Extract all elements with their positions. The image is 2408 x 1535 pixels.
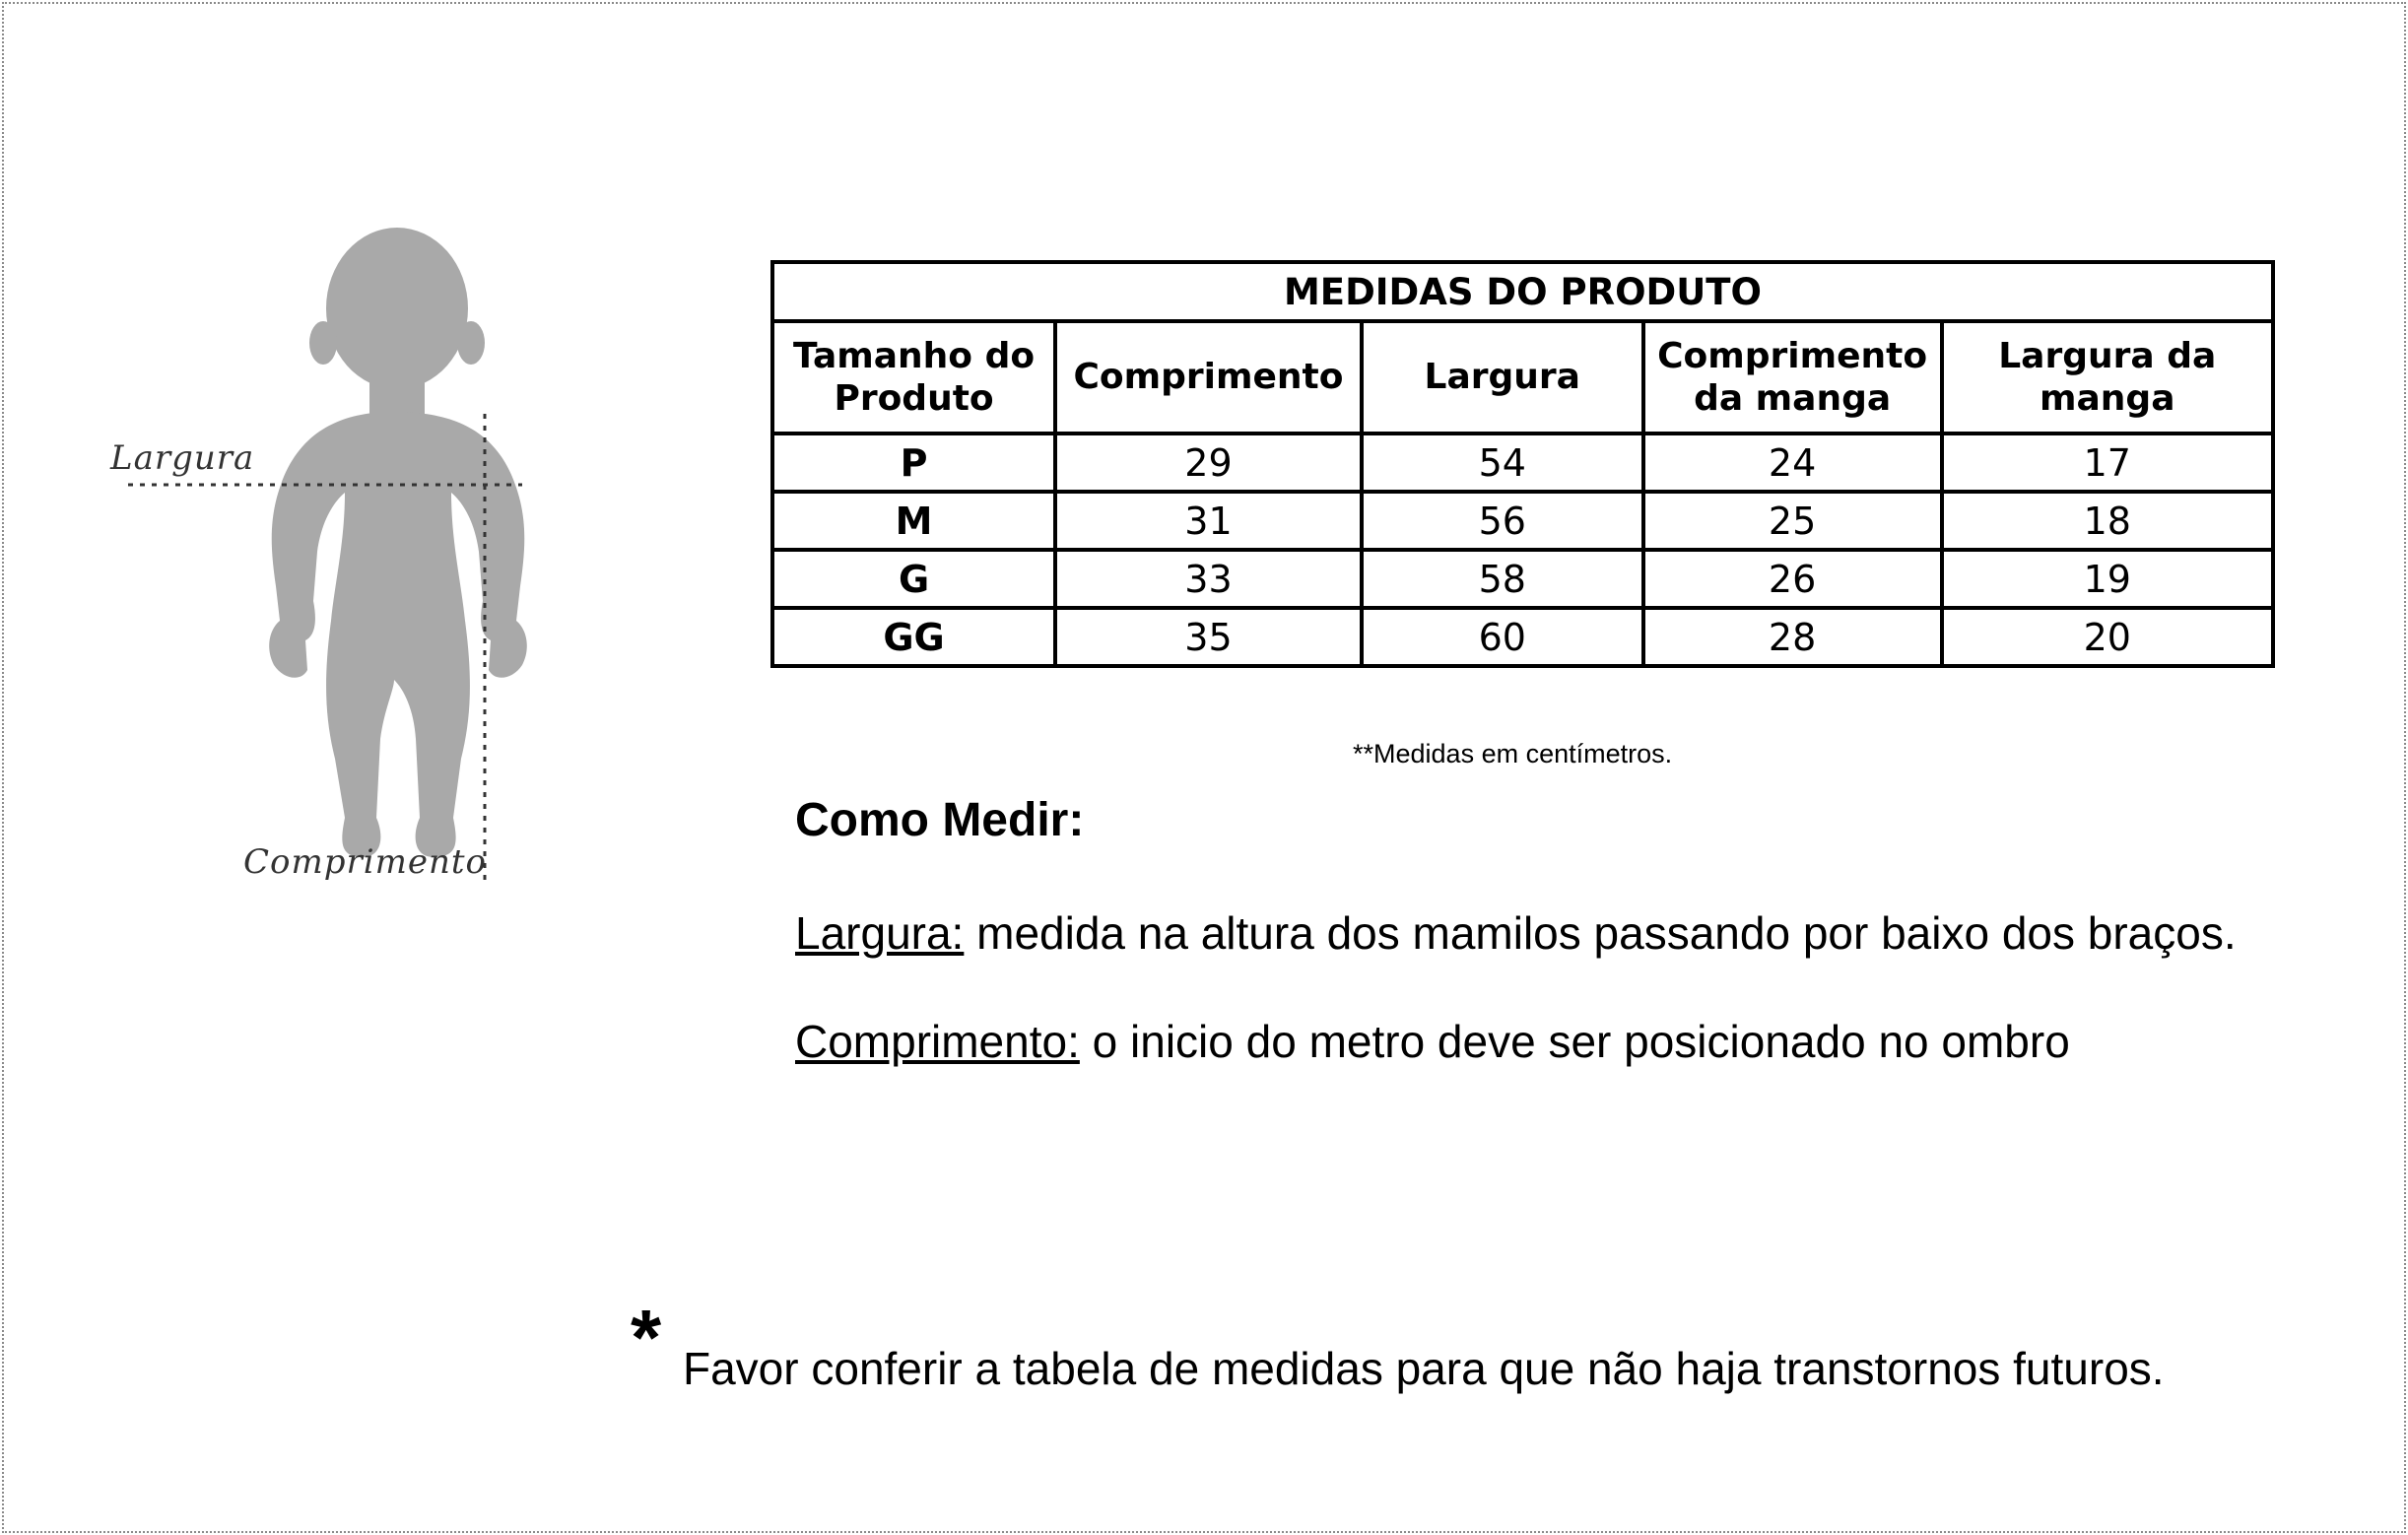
how-to-measure-heading: Como Medir: xyxy=(795,794,1085,846)
table-row xyxy=(772,608,2273,666)
length-cell: 35 xyxy=(1055,608,1362,666)
baby-silhouette-figure xyxy=(99,227,650,916)
width-cell: 54 xyxy=(1362,434,1643,492)
width-instruction xyxy=(795,906,2237,960)
figure-label-length: Comprimento xyxy=(243,842,488,882)
header-length: Comprimento xyxy=(1055,321,1362,434)
table-title: MEDIDAS DO PRODUTO xyxy=(772,262,2273,321)
length-cell: 31 xyxy=(1055,492,1362,550)
length-cell: 33 xyxy=(1055,550,1362,608)
size-cell: G xyxy=(772,550,1055,608)
length-text: o inicio do metro deve ser posicionado no ombro xyxy=(1079,1016,2070,1067)
sleeve-width-cell: 20 xyxy=(1942,608,2274,666)
width-cell: 56 xyxy=(1362,492,1643,550)
width-cell: 60 xyxy=(1362,608,1643,666)
baby-silhouette-icon xyxy=(99,227,650,916)
sleeve-width-cell: 17 xyxy=(1942,434,2274,492)
table-row xyxy=(772,550,2273,608)
header-sleeve-length: Comprimento da manga xyxy=(1643,321,1942,434)
sleeve-width-cell: 19 xyxy=(1942,550,2274,608)
size-cell: M xyxy=(772,492,1055,550)
sleeve-length-cell: 26 xyxy=(1643,550,1942,608)
width-term: Largura: xyxy=(795,907,965,959)
length-cell: 29 xyxy=(1055,434,1362,492)
size-cell: P xyxy=(772,434,1055,492)
width-text: medida na altura dos mamilos passando por baixo dos braços. xyxy=(964,907,2237,959)
figure-label-width: Largura xyxy=(110,438,255,478)
sleeve-length-cell: 28 xyxy=(1643,608,1942,666)
size-cell: GG xyxy=(772,608,1055,666)
sleeve-length-cell: 25 xyxy=(1643,492,1942,550)
unit-note: **Medidas em centímetros. xyxy=(1353,739,1673,768)
sleeve-length-cell: 24 xyxy=(1643,434,1942,492)
table-row xyxy=(772,434,2273,492)
table-header-row xyxy=(772,321,2273,434)
length-instruction xyxy=(795,1015,2070,1068)
width-cell: 58 xyxy=(1362,550,1643,608)
table-row xyxy=(772,492,2273,550)
asterisk-icon: * xyxy=(631,1294,662,1381)
size-table xyxy=(770,260,2275,668)
header-width: Largura xyxy=(1362,321,1643,434)
footer-note: Favor conferir a tabela de medidas para que não haja transtornos futuros. xyxy=(683,1343,2165,1394)
header-sleeve-width: Largura da manga xyxy=(1942,321,2274,434)
length-term: Comprimento: xyxy=(795,1016,1080,1067)
header-size: Tamanho do Produto xyxy=(772,321,1055,434)
sleeve-width-cell: 18 xyxy=(1942,492,2274,550)
